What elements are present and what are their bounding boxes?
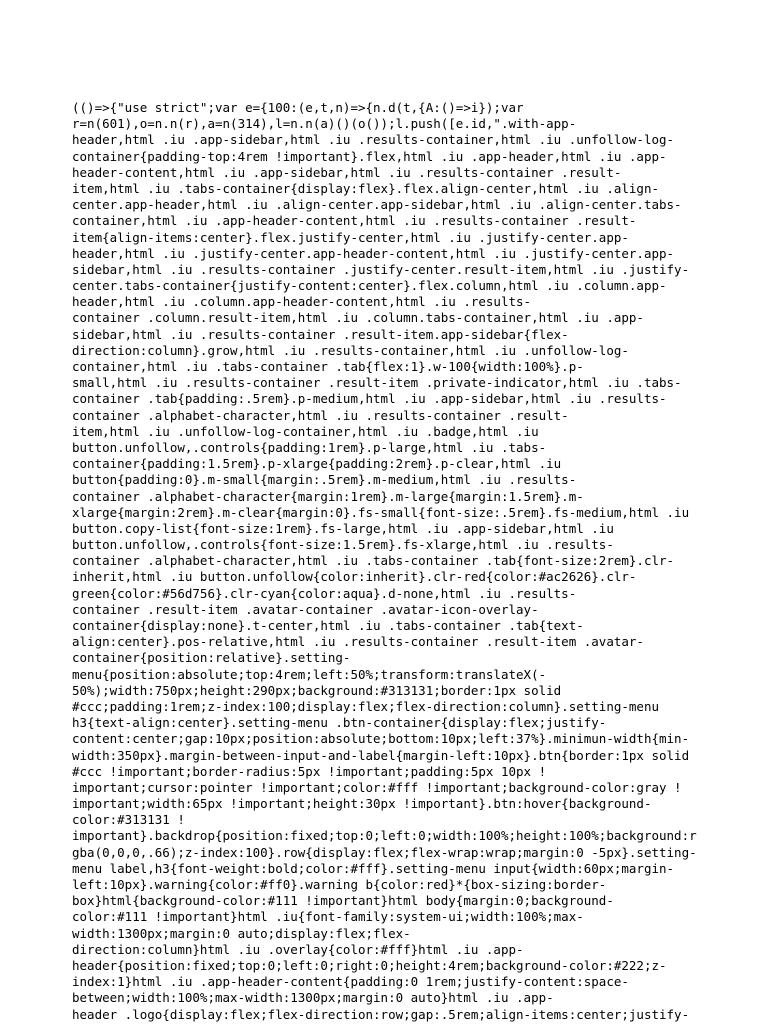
code-line: container,html .iu .app-header-content,html .iu .results-container .result- xyxy=(72,213,637,229)
code-line: container .alphabet-character{margin:1rem}.m-large{margin:1.5rem}.m- xyxy=(72,488,584,504)
code-line: direction:column}.grow,html .iu .results-container,html .iu .unfollow-log- xyxy=(72,342,629,358)
code-line: item{align-items:center}.flex.justify-center,html .iu .justify-center.app- xyxy=(72,229,629,245)
code-line: index:1}html .iu .app-header-content{padding:0 1rem;justify-content:space- xyxy=(72,974,629,990)
code-line: container .tab{padding:.5rem}.p-medium,html .iu .app-sidebar,html .iu .results- xyxy=(72,391,667,407)
code-line: content:center;gap:10px;position:absolute;bottom:10px;left:37%}.minimun-width{min- xyxy=(72,731,690,747)
code-line: h3{text-align:center}.setting-menu .btn-container{display:flex;justify- xyxy=(72,715,607,731)
code-line: important}.backdrop{position:fixed;top:0;left:0;width:100%;height:100%;background:r xyxy=(72,828,697,844)
code-line: menu label,h3{font-weight:bold;color:#fff}.setting-menu input{width:60px;margin- xyxy=(72,860,675,876)
code-line: button.unfollow,.controls{font-size:1.5rem}.fs-xlarge,html .iu .results- xyxy=(72,537,614,553)
code-line: left:10px}.warning{color:#ff0}.warning b{color:red}*{box-sizing:border- xyxy=(72,877,607,892)
code-line: button{padding:0}.m-small{margin:.5rem}.m-medium,html .iu .results- xyxy=(72,472,577,488)
code-line: button.copy-list{font-size:1rem}.fs-large,html .iu .app-sidebar,html .iu xyxy=(72,520,614,536)
code-line: align:center}.pos-relative,html .iu .results-container .result-item .avatar- xyxy=(72,634,644,650)
code-line: xlarge{margin:2rem}.m-clear{margin:0}.fs-small{font-size:.5rem}.fs-medium,html .iu xyxy=(72,504,690,520)
code-line: color:#313131 ! xyxy=(72,812,185,828)
code-line: container,html .iu .tabs-container .tab{flex:1}.w-100{width:100%}.p- xyxy=(72,359,584,374)
code-line: container .alphabet-character,html .iu .results-container .result- xyxy=(72,407,569,423)
code-line: header{position:fixed;top:0;left:0;right:0;height:4rem;background-color:#222;z- xyxy=(72,957,667,973)
code-line: button.unfollow,.controls{padding:1rem}.p-large,html .iu .tabs- xyxy=(72,439,547,455)
code-line: #ccc;padding:1rem;z-index:100;display:flex;flex-direction:column}.setting-menu xyxy=(72,698,659,714)
code-line: item,html .iu .unfollow-log-container,html .iu .badge,html .iu xyxy=(72,423,539,439)
code-line: inherit,html .iu button.unfollow{color:inherit}.clr-red{color:#ac2626}.clr- xyxy=(72,569,637,585)
code-line: header,html .iu .app-sidebar,html .iu .results-container,html .iu .unfollow-log- xyxy=(72,132,675,148)
code-line: 50%);width:750px;height:290px;background:#313131;border:1px solid xyxy=(72,682,562,698)
code-line: item,html .iu .tabs-container{display:flex}.flex.align-center,html .iu .align- xyxy=(72,180,659,196)
code-line: container .alphabet-character,html .iu .tabs-container .tab{font-size:2rem}.clr- xyxy=(72,553,675,569)
code-line: header-content,html .iu .app-sidebar,html .iu .results-container .result- xyxy=(72,164,622,180)
code-line: container{padding:1.5rem}.p-xlarge{padding:2rem}.p-clear,html .iu xyxy=(72,456,562,472)
code-line: container .column.result-item,html .iu .column.tabs-container,html .iu .app- xyxy=(72,310,644,326)
code-line: r=n(601),o=n.n(r),a=n(314),l=n.n(a)()(o());l.push([e.id,".with-app- xyxy=(72,116,577,132)
code-line: #ccc !important;border-radius:5px !important;padding:5px 10px ! xyxy=(72,763,547,779)
code-line: header,html .iu .justify-center.app-header-content,html .iu .justify-center.app- xyxy=(72,245,675,261)
code-line: container{padding-top:4rem !important}.flex,html .iu .app-header,html .iu .app- xyxy=(72,148,667,164)
code-line: width:350px}.margin-between-input-and-label{margin-left:10px}.btn{border:1px solid xyxy=(72,747,690,763)
code-line: menu{position:absolute;top:4rem;left:50%;transform:translateX(- xyxy=(72,666,547,682)
code-line: green{color:#56d756}.clr-cyan{color:aqua}.d-none,html .iu .results- xyxy=(72,585,577,601)
code-line: container{display:none}.t-center,html .iu .tabs-container .tab{text- xyxy=(72,618,584,633)
code-line: gba(0,0,0,.66);z-index:100}.row{display:flex;flex-wrap:wrap;margin:0 -5px}.setting- xyxy=(72,844,697,860)
code-document xyxy=(72,100,702,1023)
code-line: important;cursor:pointer !important;color:#fff !important;background-color:gray ! xyxy=(72,779,682,795)
code-line: header .logo{display:flex;flex-direction:row;gap:.5rem;align-items:center;justify- xyxy=(72,1006,690,1022)
code-line: sidebar,html .iu .results-container .justify-center.result-item,html .iu .justify- xyxy=(72,261,690,277)
code-line: small,html .iu .results-container .result-item .private-indicator,html .iu .tabs- xyxy=(72,375,682,391)
code-line: container{position:relative}.setting- xyxy=(72,650,351,666)
code-line: header,html .iu .column.app-header-content,html .iu .results- xyxy=(72,294,532,310)
code-line: sidebar,html .iu .results-container .result-item.app-sidebar{flex- xyxy=(72,326,569,342)
code-line: container .result-item .avatar-container .avatar-icon-overlay- xyxy=(72,601,539,617)
code-line: between;width:100%;max-width:1300px;margin:0 auto}html .iu .app- xyxy=(72,990,554,1006)
code-line: (()=>{"use strict";var e={100:(e,t,n)=>{n.d(t,{A:()=>i});var xyxy=(72,100,524,115)
code-line: center.tabs-container{justify-content:center}.flex.column,html .iu .column.app- xyxy=(72,278,667,294)
code-line: important;width:65px !important;height:30px !important}.btn:hover{background- xyxy=(72,796,652,812)
code-line: center.app-header,html .iu .align-center.app-sidebar,html .iu .align-center.tabs- xyxy=(72,197,682,213)
code-line: direction:column}html .iu .overlay{color:#fff}html .iu .app- xyxy=(72,941,524,957)
code-line: width:1300px;margin:0 auto;display:flex;flex- xyxy=(72,925,411,941)
code-line: box}html{background-color:#111 !important}html body{margin:0;background- xyxy=(72,893,614,909)
code-line: color:#111 !important}html .iu{font-family:system-ui;width:100%;max- xyxy=(72,909,584,925)
